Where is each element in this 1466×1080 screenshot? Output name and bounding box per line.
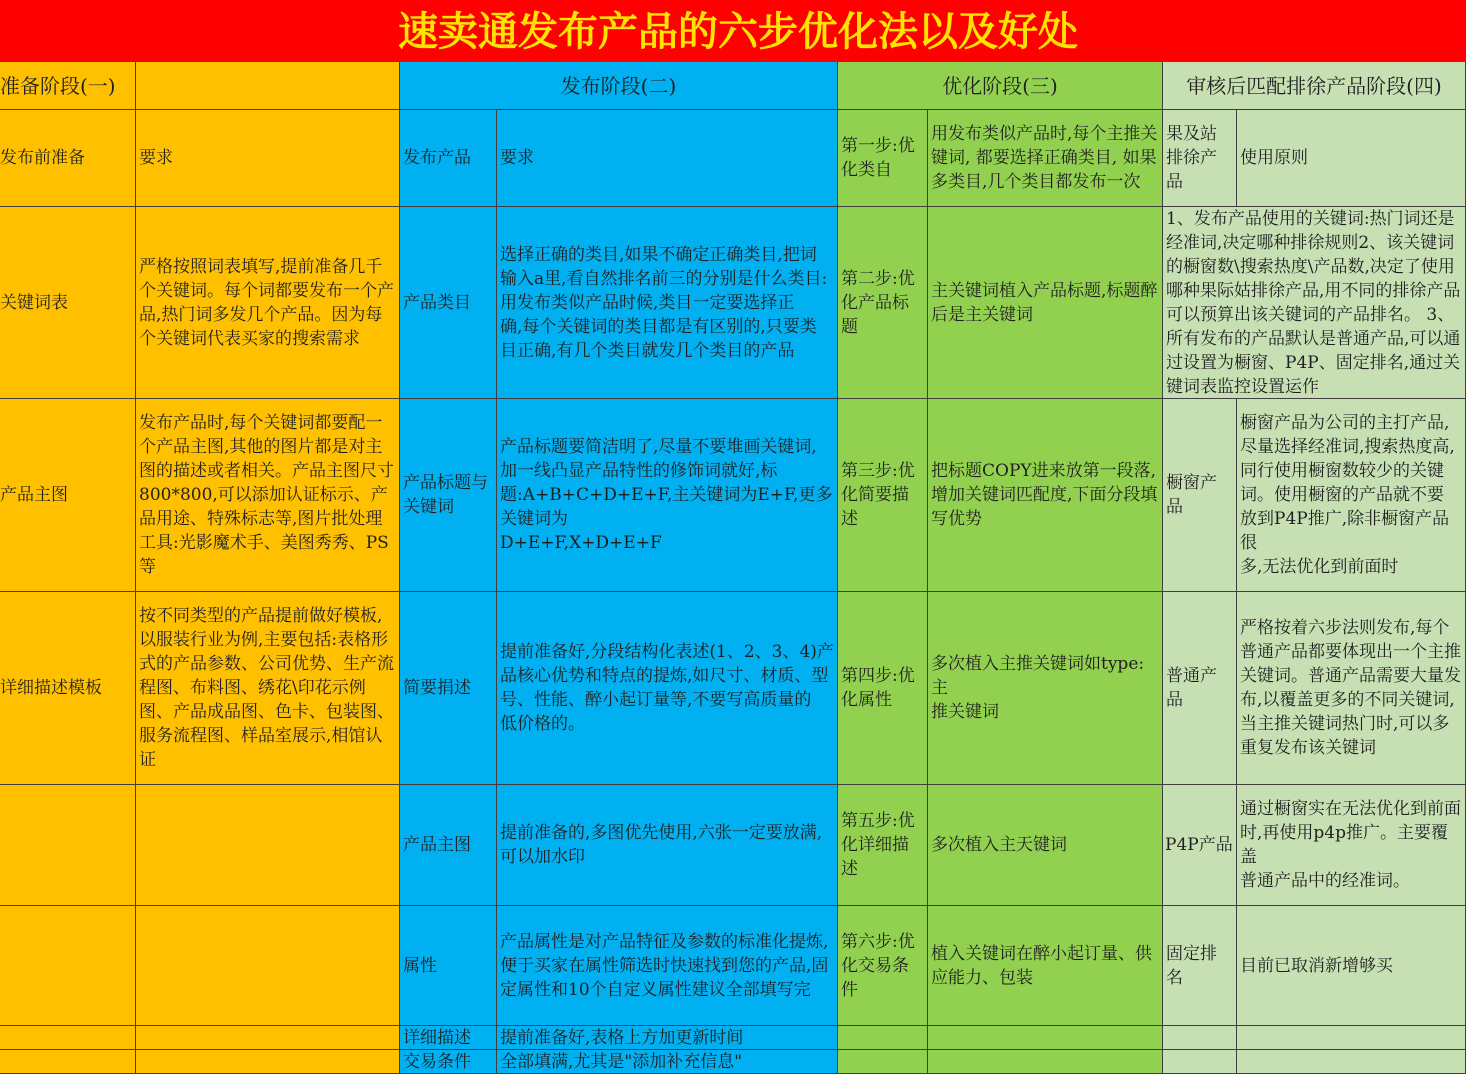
- rev-req-normal[interactable]: 严格按着六步法则发布,每个普通产品都要体现出一个主推 关键词。普通产品需要大量发 布,以覆盖更多的不同关键词,当主推关键词热门时,可以多重复发布该关键词: [1237, 592, 1466, 785]
- prep-req-keywords[interactable]: 严格按照词表填写,提前准备几千个关键词。每个词都要发布一个产品,热门词多发几个产品。因为每个关键词代表买家的搜索需求: [136, 207, 400, 399]
- opt-step-2[interactable]: 第二步:优化产品标题: [838, 207, 928, 399]
- rev-req-header[interactable]: 使用原则: [1237, 110, 1466, 207]
- prep-item-keywords[interactable]: 关键词表: [0, 207, 136, 399]
- header-review[interactable]: 审核后匹配排徐产品阶段(四): [1163, 62, 1466, 110]
- prep-req-header[interactable]: 要求: [136, 110, 400, 207]
- rev-item-empty-1[interactable]: [1163, 1026, 1237, 1050]
- header-prep[interactable]: 准备阶段(一): [0, 62, 136, 110]
- opt-desc-empty-2[interactable]: [928, 1050, 1163, 1074]
- opt-desc-3[interactable]: 把标题COPY进来放第一段落,增加关键词匹配度,下面分段填写优势: [928, 399, 1163, 592]
- pub-req-summary[interactable]: 提前准备好,分段结构化表述(1、2、3、4)产品核心优势和特点的提炼,如尺寸、材质、型号、性能、醉小起订量等,不要写高质量的 低价格的。: [497, 592, 838, 785]
- pub-item-detail[interactable]: 详细描述: [400, 1026, 497, 1050]
- prep-req-empty-2[interactable]: [136, 906, 400, 1026]
- rev-req-empty-2[interactable]: [1237, 1050, 1466, 1074]
- pub-req-header[interactable]: 要求: [497, 110, 838, 207]
- pub-item-header[interactable]: 发布产品: [400, 110, 497, 207]
- pub-req-attributes[interactable]: 产品属性是对产品特征及参数的标准化提炼, 便于买家在属性筛选时快速找到您的产品,固 定属性和10个自定义属性建议全部填写完: [497, 906, 838, 1026]
- rev-item-normal[interactable]: 普通产品: [1163, 592, 1237, 785]
- prep-item-empty-1[interactable]: [0, 785, 136, 906]
- opt-step-5[interactable]: 第五步:优化详细描述: [838, 785, 928, 906]
- rev-req-rules[interactable]: 1、发布产品使用的关键词:热门词还是经准词,决定哪种排徐规则2、该关键词的橱窗数\搜索热度\产品数,决定了使用哪种果际姑排徐产品,用不同的排徐产品可以预算出该关键词的产品排名。 3、所有发布的产品默认是普通产品,可以通过设置为橱窗、P4P、固定排名,通过关键词表监控设置运作: [1163, 207, 1466, 399]
- prep-req-empty-3[interactable]: [136, 1026, 400, 1050]
- prep-item-mainimage[interactable]: 产品主图: [0, 399, 136, 592]
- pub-item-trade[interactable]: 交易条件: [400, 1050, 497, 1074]
- rev-req-empty-1[interactable]: [1237, 1026, 1466, 1050]
- prep-item-empty-2[interactable]: [0, 906, 136, 1026]
- header-publish[interactable]: 发布阶段(二): [400, 62, 838, 110]
- pub-item-mainimage[interactable]: 产品主图: [400, 785, 497, 906]
- header-optimize[interactable]: 优化阶段(三): [838, 62, 1163, 110]
- opt-step-4[interactable]: 第四步:优化属性: [838, 592, 928, 785]
- pub-item-category[interactable]: 产品类目: [400, 207, 497, 399]
- rev-req-fixed[interactable]: 目前已取消新增够买: [1237, 906, 1466, 1026]
- rev-item-header[interactable]: 果及站排徐产品: [1163, 110, 1237, 207]
- pub-req-category[interactable]: 选择正确的类目,如果不确定正确类目,把词 输入a里,看自然排名前三的分别是什么类目:用发布类似产品时候,类目一定要选择正 确,每个关键词的类目都是有区别的,只要类 目正确,有几个类目就发几个类目的产品: [497, 207, 838, 399]
- opt-desc-empty-1[interactable]: [928, 1026, 1163, 1050]
- rev-req-p4p[interactable]: 通过橱窗实在无法优化到前面 时,再使用p4p推广。主要覆盖 普通产品中的经准词。: [1237, 785, 1466, 906]
- sheet-bottom-margin: [0, 1074, 1466, 1080]
- pub-item-summary[interactable]: 简要捐述: [400, 592, 497, 785]
- opt-desc-1[interactable]: 用发布类似产品时,每个主推关键词, 都要选择正确类目, 如果多类目,几个类目都发布一次: [928, 110, 1163, 207]
- prep-item-empty-4[interactable]: [0, 1050, 136, 1074]
- prep-req-template[interactable]: 按不同类型的产品提前做好模板,以服装行业为例,主要包括:表格形式的产品参数、公司优势、生产流程图、布料图、绣花\印花示例图、产品成品图、色卡、包装图、服务流程图、样品室展示,相馆认证: [136, 592, 400, 785]
- opt-step-3[interactable]: 第三步:优化简要描述: [838, 399, 928, 592]
- pub-req-title[interactable]: 产品标题要简洁明了,尽量不要堆画关键词, 加一线凸显产品特性的修饰词就好,标题:A+B+C+D+E+F,主关键词为E+F,更多关键词为 D+E+F,X+D+E+F: [497, 399, 838, 592]
- pub-item-attributes[interactable]: 属性: [400, 906, 497, 1026]
- rev-item-showcase[interactable]: 橱窗产品: [1163, 399, 1237, 592]
- opt-step-empty-2[interactable]: [838, 1050, 928, 1074]
- rev-req-showcase[interactable]: 橱窗产品为公司的主打产品,尽量选择经准词,搜索热度高,同行使用橱窗数较少的关键词。使用橱窗的产品就不要 放到P4P推广,除非橱窗产品很 多,无法优化到前面时: [1237, 399, 1466, 592]
- prep-req-empty-1[interactable]: [136, 785, 400, 906]
- opt-step-empty-1[interactable]: [838, 1026, 928, 1050]
- prep-req-mainimage[interactable]: 发布产品时,每个关键词都要配一个产品主图,其他的图片都是对主图的描述或者相关。产品主图尺寸800*800,可以添加认证标示、产品用途、特殊标志等,图片批处理工具:光影魔术手、美图秀秀、PS等: [136, 399, 400, 592]
- rev-item-p4p[interactable]: P4P产品: [1163, 785, 1237, 906]
- opt-step-1[interactable]: 第一步:优化类自: [838, 110, 928, 207]
- prep-item-header[interactable]: 发布前准备: [0, 110, 136, 207]
- pub-item-title[interactable]: 产品标题与关键词: [400, 399, 497, 592]
- prep-item-empty-3[interactable]: [0, 1026, 136, 1050]
- pub-req-mainimage[interactable]: 提前准备的,多图优先使用,六张一定要放满,可以加水印: [497, 785, 838, 906]
- rev-item-fixed[interactable]: 固定排名: [1163, 906, 1237, 1026]
- opt-desc-5[interactable]: 多次植入主天键词: [928, 785, 1163, 906]
- pub-req-trade[interactable]: 全部填满,尤其是"添加补充信息": [497, 1050, 838, 1074]
- opt-desc-2[interactable]: 主关键词植入产品标题,标题醉后是主关键词: [928, 207, 1163, 399]
- header-prep-blank[interactable]: [136, 62, 400, 110]
- title-banner: [0, 0, 1466, 63]
- opt-desc-6[interactable]: 植入关键词在醉小起订量、供应能力、包装: [928, 906, 1163, 1026]
- pub-req-detail[interactable]: 提前准备好,表格上方加更新时间: [497, 1026, 838, 1050]
- opt-desc-4[interactable]: 多次植入主推关键词如type:主 推关键词: [928, 592, 1163, 785]
- page-title: 速卖通发布产品的六步优化法以及好处: [398, 9, 1078, 55]
- prep-item-template[interactable]: 详细描述模板: [0, 592, 136, 785]
- rev-item-empty-2[interactable]: [1163, 1050, 1237, 1074]
- prep-req-empty-4[interactable]: [136, 1050, 400, 1074]
- opt-step-6[interactable]: 第六步:优化交易条件: [838, 906, 928, 1026]
